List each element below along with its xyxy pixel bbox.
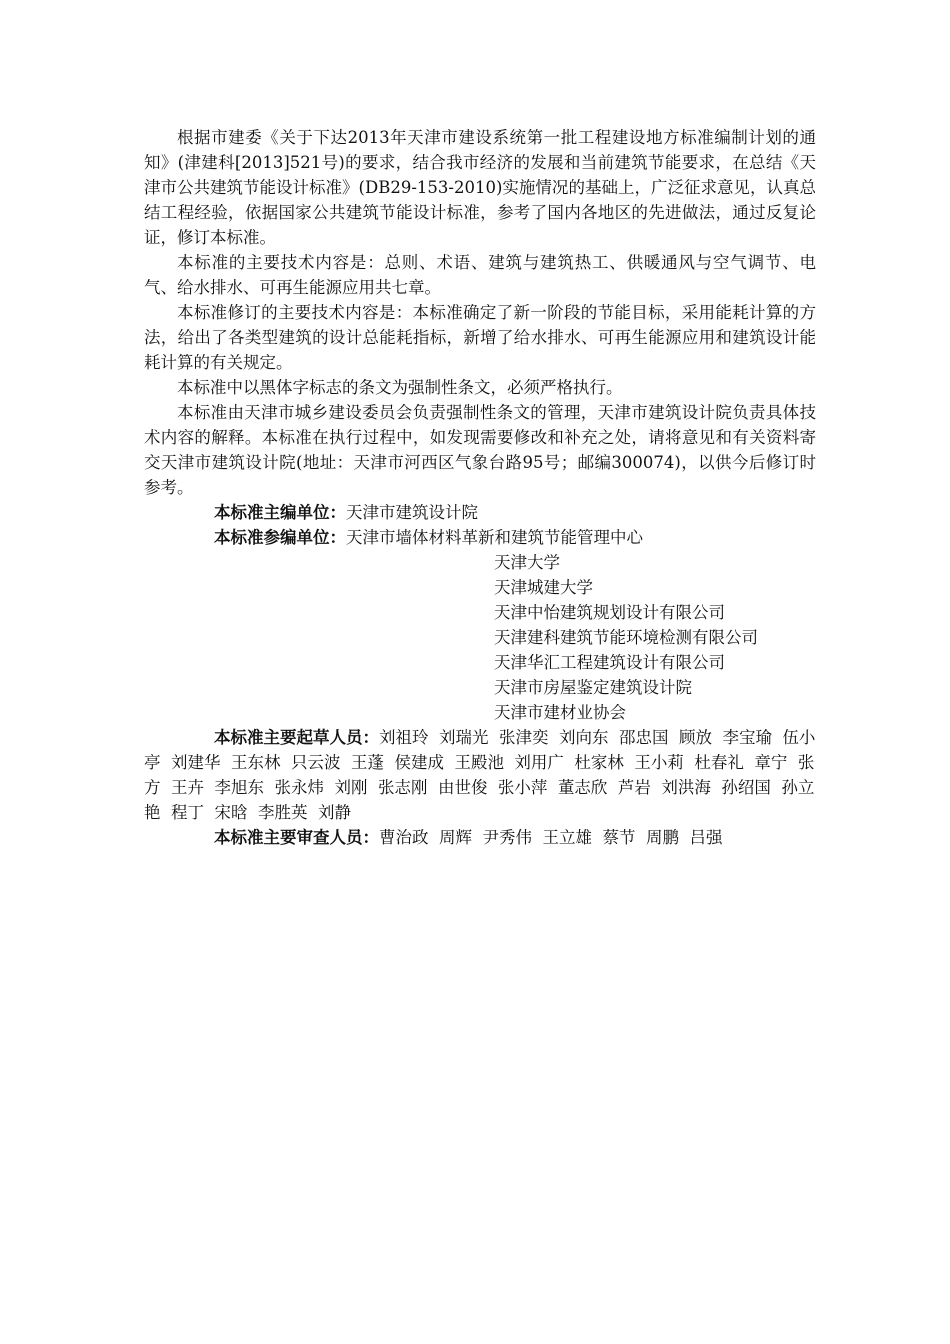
participating-org: 天津城建大学 bbox=[494, 578, 593, 597]
participating-org: 天津建科建筑节能环境检测有限公司 bbox=[494, 628, 758, 647]
drafters-label: 本标准主要起草人员： bbox=[214, 728, 379, 747]
reviewers-line bbox=[144, 825, 816, 850]
participating-org: 天津中怡建筑规划设计有限公司 bbox=[494, 603, 725, 622]
reviewers-label: 本标准主要审查人员： bbox=[214, 828, 379, 847]
participating-org: 天津华汇工程建筑设计有限公司 bbox=[494, 653, 725, 672]
preface-body bbox=[144, 125, 816, 850]
participating-org: 天津大学 bbox=[494, 553, 560, 572]
participating-org: 天津市房屋鉴定建筑设计院 bbox=[494, 678, 692, 697]
reviewers-names: 曹治政 周辉 尹秀伟 王立雄 蔡节 周鹏 吕强 bbox=[379, 828, 723, 847]
drafters-names: 刘祖玲 刘瑞光 张津奕 刘向东 邵忠国 顾放 李宝瑜 伍小亭 刘建华 王东林 只云波 王蓬 侯建成 王殿池 刘用广 杜家林 王小莉 杜春礼 章宁 张方 王卉 李旭东 张永炜 刘刚 张志刚 由世俊 张小萍 董志欣 芦岩 刘洪海 孙绍国 孙立艳 程丁 宋晗 李胜英 刘静 bbox=[144, 728, 816, 822]
paragraph-administration: 本标准由天津市城乡建设委员会负责强制性条文的管理，天津市建筑设计院负责具体技术内容的解释。本标准在执行过程中，如发现需要修改和补充之处，请将意见和有关资料寄交天津市建筑设计院(地址：天津市河西区气象台路95号；邮编300074)，以供今后修订时参考。 bbox=[144, 403, 816, 497]
paragraph-background: 根据市建委《关于下达2013年天津市建设系统第一批工程建设地方标准编制计划的通知》(津建科[2013]521号)的要求，结合我市经济的发展和当前建筑节能要求，在总结《天津市公共建筑节能设计标准》(DB29-153-2010)实施情况的基础上，广泛征求意见，认真总结工程经验，依据国家公共建筑节能设计标准，参考了国内各地区的先进做法，通过反复论证，修订本标准。 bbox=[144, 128, 816, 247]
participating-org-list bbox=[144, 550, 816, 725]
chief-editor-line bbox=[144, 500, 816, 525]
chief-editor-value: 天津市建筑设计院 bbox=[346, 503, 478, 522]
participating-org: 天津市建材业协会 bbox=[494, 703, 626, 722]
paragraph-mandatory-clauses: 本标准中以黑体字标志的条文为强制性条文，必须严格执行。 bbox=[177, 378, 623, 397]
participating-line bbox=[144, 525, 816, 550]
participating-label: 本标准参编单位： bbox=[214, 528, 346, 547]
participating-first: 天津市墙体材料革新和建筑节能管理中心 bbox=[346, 528, 643, 547]
paragraph-revision-content: 本标准修订的主要技术内容是：本标准确定了新一阶段的节能目标，采用能耗计算的方法，给出了各类型建筑的设计总能耗指标，新增了给水排水、可再生能源应用和建筑设计能耗计算的有关规定。 bbox=[144, 303, 816, 372]
drafters-line bbox=[144, 725, 816, 825]
paragraph-main-content: 本标准的主要技术内容是：总则、术语、建筑与建筑热工、供暖通风与空气调节、电气、给水排水、可再生能源应用共七章。 bbox=[144, 253, 816, 297]
chief-editor-label: 本标准主编单位： bbox=[214, 503, 346, 522]
